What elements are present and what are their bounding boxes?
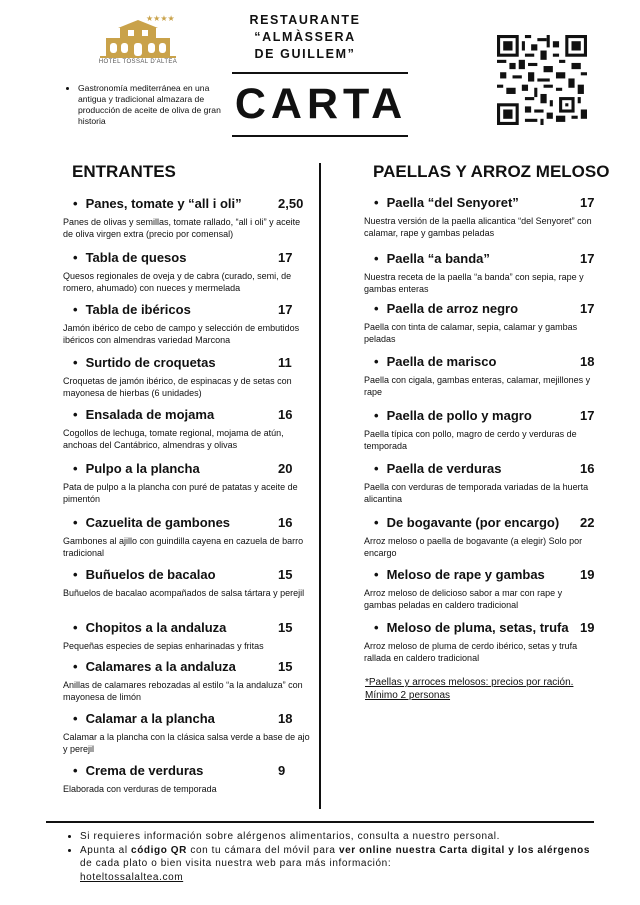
menu-item bbox=[63, 196, 311, 240]
menu-item-name: • Paella de arroz negro bbox=[374, 301, 519, 316]
intro-list bbox=[66, 83, 228, 127]
title-rule-bottom bbox=[232, 135, 408, 137]
menu-item bbox=[364, 567, 596, 611]
menu-item-name: • Crema de verduras bbox=[73, 763, 204, 778]
menu-item bbox=[364, 408, 596, 452]
menu-item-name: • Ensalada de mojama bbox=[73, 407, 215, 422]
menu-item-name: • Pulpo a la plancha bbox=[73, 461, 200, 476]
menu-item-price: 18 bbox=[580, 354, 595, 369]
menu-item-price: 16 bbox=[278, 407, 293, 422]
menu-item-name: • Tabla de ibéricos bbox=[73, 302, 191, 317]
menu-item-description: Jamón ibérico de cebo de campo y selección de embutidos ibéricos con almendras variedad Marcona bbox=[63, 323, 300, 345]
title-rule-top bbox=[232, 72, 408, 74]
entrantes-title: ENTRANTES bbox=[72, 162, 176, 181]
menu-item-description: Elaborada con verduras de temporada bbox=[63, 784, 217, 794]
menu-item-price: 18 bbox=[278, 711, 293, 726]
menu-item-description: Gambones al ajillo con guindilla cayena en cazuela de barro tradicional bbox=[63, 536, 304, 558]
menu-item-name: • Meloso de rape y gambas bbox=[374, 567, 545, 582]
menu-item-name: • De bogavante (por encargo) bbox=[374, 515, 560, 530]
menu-item-description: Paella con tinta de calamar, sepia, calamar y gambas peladas bbox=[364, 322, 578, 344]
menu-item-price: 17 bbox=[580, 251, 595, 266]
footer-rule bbox=[46, 821, 594, 823]
menu-item-description: Paella con cigala, gambas enteras, calamar, mejillones y rape bbox=[364, 375, 591, 397]
menu-item-price: 19 bbox=[580, 620, 595, 635]
menu-item-name: • Meloso de pluma, setas, trufa bbox=[374, 620, 569, 635]
menu-item-name: • Surtido de croquetas bbox=[73, 355, 216, 370]
menu-item-price: 2,50 bbox=[278, 196, 304, 211]
menu-item bbox=[63, 620, 311, 652]
menu-item-name: • Cazuelita de gambones bbox=[73, 515, 231, 530]
menu-item-price: 9 bbox=[278, 763, 286, 778]
menu-item-price: 17 bbox=[278, 302, 293, 317]
menu-item-description: Paella con verduras de temporada variadas de la huerta alicantina bbox=[364, 482, 589, 504]
menu-item-name: • Paella de pollo y magro bbox=[374, 408, 532, 423]
menu-item-name: • Tabla de quesos bbox=[73, 250, 187, 265]
menu-item-price: 17 bbox=[580, 301, 595, 316]
website-link[interactable]: hoteltossalaltea.com bbox=[80, 871, 184, 883]
menu-item-description: Pequeñas especies de sepias enharinadas y fritas bbox=[63, 641, 264, 651]
menu-item-description: Buñuelos de bacalao acompañados de salsa tártara y perejil bbox=[63, 588, 305, 598]
menu-item bbox=[364, 251, 596, 295]
menu-item-description: Arroz meloso de pluma de cerdo ibérico, setas y trufa rallada en caldero tradicional bbox=[364, 641, 578, 663]
menu-item bbox=[63, 515, 311, 559]
menu-item-description: Anillas de calamares rebozadas al estilo “a la andaluza” con mayonesa de limón bbox=[63, 680, 303, 702]
menu-item-price: 11 bbox=[278, 355, 292, 370]
intro-text: • Gastronomía mediterránea en una antigua y tradicional almazara de producción de aceite de oliva de gran historia bbox=[78, 83, 228, 127]
stars-icon: ★★★★ bbox=[146, 14, 175, 23]
qr-info: • Apunta al código QR con tu cámara del móvil para ver online nuestra Carta digital y los alérgenos de cada plato o bien visita nuestra web para más información: hoteltossalaltea.com bbox=[80, 844, 600, 885]
menu-item-description: Pata de pulpo a la plancha con puré de patatas y aceite de pimentón bbox=[63, 482, 298, 504]
menu-item-price: 16 bbox=[278, 515, 293, 530]
menu-item-price: 15 bbox=[278, 620, 293, 635]
menu-item bbox=[364, 195, 596, 239]
allergen-info: • Si requieres información sobre alérgenos alimentarios, consulta a nuestro personal. bbox=[80, 830, 600, 844]
menu-item bbox=[63, 355, 311, 399]
menu-item-description: Arroz meloso de delicioso sabor a mar con rape y gambas peladas en caldero tradicional bbox=[364, 588, 563, 610]
column-divider bbox=[319, 163, 321, 809]
menu-item-description: Calamar a la plancha con la clásica salsa verde a base de ajo y perejil bbox=[63, 732, 310, 754]
menu-item-description: Croquetas de jamón ibérico, de espinacas y de setas con mayonesa de hierbas (6 unidades) bbox=[63, 376, 292, 398]
menu-item-price: 19 bbox=[580, 567, 595, 582]
menu-item-name: • Paella “a banda” bbox=[374, 251, 490, 266]
menu-item bbox=[364, 301, 596, 345]
menu-item-price: 22 bbox=[580, 515, 595, 530]
menu-item-price: 17 bbox=[278, 250, 293, 265]
menu-item bbox=[63, 302, 311, 346]
paellas-title: PAELLAS Y ARROZ MELOSO bbox=[373, 162, 610, 181]
menu-item bbox=[364, 461, 596, 505]
menu-item-description: Panes de olivas y semillas, tomate rallado, “all i oli” y aceite de oliva virgen extra (precio por comensal) bbox=[63, 217, 301, 239]
paellas-note: *Paellas y arroces melosos: precios por ración. Mínimo 2 personas bbox=[365, 677, 574, 701]
menu-item-price: 15 bbox=[278, 567, 293, 582]
menu-item-name: • Calamar a la plancha bbox=[73, 711, 215, 726]
menu-item bbox=[364, 620, 596, 664]
hotel-name: HOTEL TOSSAL D'ALTEA bbox=[98, 59, 178, 65]
menu-item bbox=[63, 461, 311, 505]
menu-item bbox=[63, 659, 311, 703]
menu-item-description: Nuestra versión de la paella alicantica “del Senyoret” con calamar, rape y gambas peladas bbox=[364, 216, 592, 238]
menu-item-price: 15 bbox=[278, 659, 293, 674]
restaurant-title: RESTAURANTE “ALMÀSSERA DE GUILLEM” bbox=[249, 13, 361, 61]
menu-item-name: • Chopitos a la andaluza bbox=[73, 620, 227, 635]
footer-list bbox=[66, 830, 600, 884]
menu-item bbox=[63, 763, 311, 795]
page-title: CARTA bbox=[234, 80, 408, 128]
menu-item-name: • Panes, tomate y “all i oli” bbox=[73, 196, 242, 211]
menu-item-name: • Buñuelos de bacalao bbox=[73, 567, 216, 582]
menu-item-price: 16 bbox=[580, 461, 595, 476]
menu-item bbox=[364, 354, 596, 398]
qr-code-icon[interactable] bbox=[497, 35, 587, 125]
menu-item-description: Paella típica con pollo, magro de cerdo y verduras de temporada bbox=[364, 429, 577, 451]
menu-item-price: 17 bbox=[580, 408, 595, 423]
menu-item-price: 20 bbox=[278, 461, 293, 476]
menu-item bbox=[364, 515, 596, 559]
menu-item-name: • Paella de marisco bbox=[374, 354, 497, 369]
menu-item bbox=[63, 250, 311, 294]
menu-item bbox=[63, 567, 311, 599]
menu-item-description: Cogollos de lechuga, tomate regional, mojama de atún, anchoas del Cantábrico, almendras y olivas bbox=[63, 428, 284, 450]
menu-item-description: Arroz meloso o paella de bogavante (a elegir) Solo por encargo bbox=[364, 536, 583, 558]
menu-item-name: • Calamares a la andaluza bbox=[73, 659, 236, 674]
menu-item-description: Nuestra receta de la paella “a banda” con sepia, rape y gambas enteras bbox=[364, 272, 584, 294]
menu-item bbox=[63, 711, 311, 755]
menu-item-name: • Paella “del Senyoret” bbox=[374, 195, 519, 210]
menu-item-name: • Paella de verduras bbox=[374, 461, 502, 476]
menu-item-price: 17 bbox=[580, 195, 595, 210]
menu-item-description: Quesos regionales de oveja y de cabra (curado, semi, de romero, ahumado) con nueces y mermelada bbox=[63, 271, 292, 293]
menu-item bbox=[63, 407, 311, 451]
